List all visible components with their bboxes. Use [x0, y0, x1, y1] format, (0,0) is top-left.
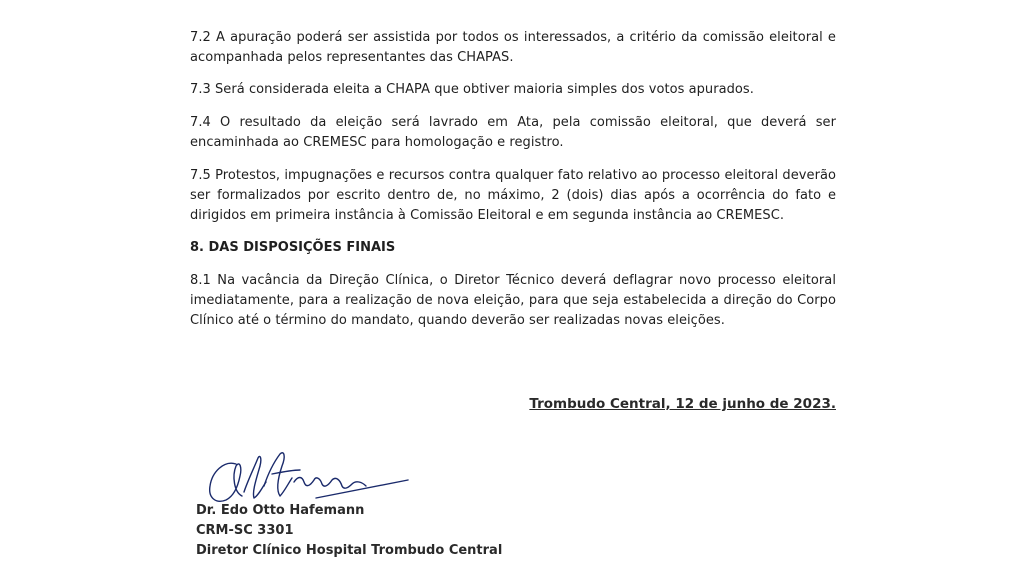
section-8-heading: 8. DAS DISPOSIÇÕES FINAIS [190, 240, 396, 255]
signer-block [196, 501, 502, 561]
signature-stroke-3 [264, 453, 292, 496]
signer-crm: CRM-SC 3301 [196, 523, 294, 538]
signature-stroke-4 [272, 470, 300, 474]
clause-7-4: 7.4 O resultado da eleição será lavrado em Ata, pela comissão eleitoral, que deverá ser encaminhada ao CREMESC para homologação e registro. [190, 115, 836, 150]
document-body [190, 28, 836, 331]
signature-stroke-2 [244, 456, 266, 498]
signer-name: Dr. Edo Otto Hafemann [196, 503, 365, 518]
clause-8-1: 8.1 Na vacância da Direção Clínica, o Diretor Técnico deverá deflagrar novo processo eleitoral imediatamente, para a realização de nova eleição, para que seja estabelecida a direção do Corpo Clínico até o término do mandato, quando deverão ser realizadas novas eleições. [190, 273, 836, 328]
date-line: Trombudo Central, 12 de junho de 2023. [529, 396, 836, 412]
clause-7-2: 7.2 A apuração poderá ser assistida por todos os interessados, a critério da comissão eleitoral e acompanhada pelos representantes das CHAPAS. [190, 30, 836, 65]
signer-role: Diretor Clínico Hospital Trombudo Central [196, 543, 503, 558]
signature-stroke-5 [294, 478, 366, 489]
clause-7-3: 7.3 Será considerada eleita a CHAPA que obtiver maioria simples dos votos apurados. [190, 82, 754, 97]
signature-stroke-1 [210, 463, 242, 501]
clause-7-5: 7.5 Protestos, impugnações e recursos contra qualquer fato relativo ao processo eleitoral deverão ser formalizados por escrito dentro de, no máximo, 2 (dois) dias após a ocorrência do fato e dirigidos em primeira instância à Comissão Eleitoral e em segunda instância ao CREMESC. [190, 168, 836, 223]
